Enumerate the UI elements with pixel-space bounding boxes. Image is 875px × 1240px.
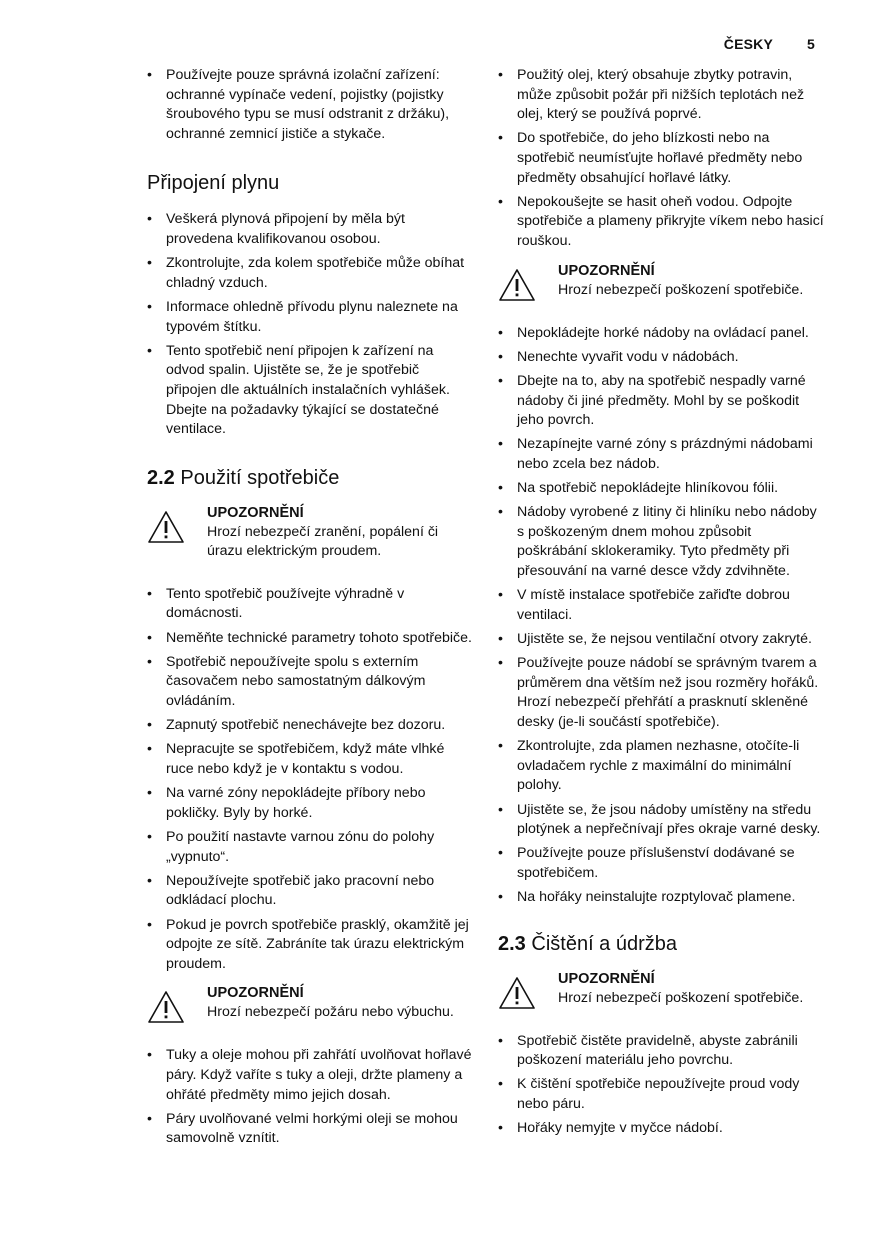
list-item: • Spotřebič nepoužívejte spolu s externím časovačem nebo samostatným dálkovým ovládáním. xyxy=(147,653,472,712)
right-column xyxy=(498,66,825,1143)
section-number: 2.2 xyxy=(147,466,175,489)
intro-list xyxy=(147,66,472,144)
page-header xyxy=(724,36,815,52)
list-item: • Informace ohledně přívodu plynu naleznete na typovém štítku. xyxy=(147,298,472,337)
list-item: • Na varné zóny nepokládejte příbory nebo pokličky. Byly by horké. xyxy=(147,784,472,823)
gas-list xyxy=(147,210,472,439)
list-item: • Použitý olej, který obsahuje zbytky potravin, může způsobit požár při nižších teplotách než olej, který se používá poprvé. xyxy=(498,66,825,125)
warning-title: UPOZORNĚNÍ xyxy=(558,970,655,987)
list-item: • Používejte pouze nádobí se správným tvarem a průměrem dna větším než jsou rozměry hořáků. Hrozí nebezpečí přehřátí a prasknutí skleněné desky (je-li součástí spotřebiče). xyxy=(498,654,825,732)
warning-text: Hrozí nebezpečí požáru nebo výbuchu. xyxy=(207,1004,454,1021)
section-title: Použití spotřebiče xyxy=(180,466,340,489)
list-item: • Veškerá plynová připojení by měla být provedena kvalifikovanou osobou. xyxy=(147,210,472,249)
list-item: • Na hořáky neinstalujte rozptylovač plamene. xyxy=(498,888,825,908)
use-list xyxy=(147,585,472,974)
warning-triangle-icon xyxy=(147,510,185,544)
warning-box xyxy=(147,984,472,1024)
language-label: ČESKY xyxy=(723,36,773,52)
list-item: • Páry uvolňované velmi horkými oleji se mohou samovolně vznítit. xyxy=(147,1110,472,1149)
list-item: • Tento spotřebič používejte výhradně v domácnosti. xyxy=(147,585,472,624)
list-item: • Zkontrolujte, zda plamen nezhasne, otočíte-li ovladačem rychle z maximální do minimální polohy. xyxy=(498,737,825,796)
list-item: • Nepracujte se spotřebičem, když máte vlhké ruce nebo když je v kontaktu s vodou. xyxy=(147,740,472,779)
list-item: • Používejte pouze správná izolační zařízení: ochranné vypínače vedení, pojistky (pojistky šroubového typu se musí odstranit z držáku), ochranné zemnicí jističe a stykače. xyxy=(147,66,472,144)
warning-title: UPOZORNĚNÍ xyxy=(207,985,304,1002)
list-item: • Nádoby vyrobené z litiny či hliníku nebo nádoby s poškozeným dnem mohou způsobit poškrábání sklokeramiky. Tyto předměty při přesouvání na varné desce vždy zdvihněte. xyxy=(498,503,825,581)
list-item: • K čištění spotřebiče nepoužívejte proud vody nebo páru. xyxy=(498,1075,825,1114)
list-item: • Po použití nastavte varnou zónu do polohy „vypnuto“. xyxy=(147,828,472,867)
list-item: • Používejte pouze příslušenství dodávané se spotřebičem. xyxy=(498,844,825,883)
warning-title: UPOZORNĚNÍ xyxy=(558,262,655,279)
list-item: • Hořáky nemyjte v myčce nádobí. xyxy=(498,1119,825,1139)
fire-list xyxy=(147,1046,472,1149)
left-column xyxy=(147,66,472,1153)
warning-box xyxy=(147,504,472,562)
warning-text: Hrozí nebezpečí poškození spotřebiče. xyxy=(558,989,804,1006)
warning-box xyxy=(498,262,825,302)
list-item: • Ujistěte se, že nejsou ventilační otvory zakryté. xyxy=(498,630,825,650)
list-item: • Nezapínejte varné zóny s prázdnými nádobami nebo zcela bez nádob. xyxy=(498,435,825,474)
list-item: • Pokud je povrch spotřebiče prasklý, okamžitě jej odpojte ze sítě. Zabráníte tak úrazu elektrickým proudem. xyxy=(147,916,472,975)
list-item: • Spotřebič čistěte pravidelně, abyste zabránili poškození materiálu jeho povrchu. xyxy=(498,1032,825,1071)
clean-list xyxy=(498,1032,825,1139)
list-item: • Tuky a oleje mohou při zahřátí uvolňovat hořlavé páry. Když vaříte s tuky a oleji, držte plameny a ohřáté předměty mimo jejich dosah. xyxy=(147,1046,472,1105)
list-item: • Neměňte technické parametry tohoto spotřebiče. xyxy=(147,629,472,649)
warning-text: Hrozí nebezpečí zranění, popálení či úrazu elektrickým proudem. xyxy=(207,523,439,560)
list-item: • Nepokládejte horké nádoby na ovládací panel. xyxy=(498,324,825,344)
section-title: Čištění a údržba xyxy=(531,932,678,955)
section-heading-2-2 xyxy=(147,466,472,490)
warning-triangle-icon xyxy=(498,976,536,1010)
section-number: 2.3 xyxy=(498,932,526,955)
list-item: • Dbejte na to, aby na spotřebič nespadly varné nádoby či jiné předměty. Mohl by se poškodit jeho povrch. xyxy=(498,372,825,431)
list-item: • Nepokoušejte se hasit oheň vodou. Odpojte spotřebiče a plameny přikryjte víkem nebo hasicí rouškou. xyxy=(498,193,825,252)
list-item: • Nenechte vyvařit vodu v nádobách. xyxy=(498,348,825,368)
warning-text: Hrozí nebezpečí poškození spotřebiče. xyxy=(558,281,804,298)
list-item: • Ujistěte se, že jsou nádoby umístěny na středu plotýnek a nepřečnívají přes okraje varné desky. xyxy=(498,801,825,840)
list-item: • Zkontrolujte, zda kolem spotřebiče může obíhat chladný vzduch. xyxy=(147,254,472,293)
page-number: 5 xyxy=(807,36,815,52)
list-item: • Zapnutý spotřebič nenechávejte bez dozoru. xyxy=(147,716,472,736)
damage-list xyxy=(498,324,825,908)
fire-list-continued xyxy=(498,66,825,252)
list-item: • Nepoužívejte spotřebič jako pracovní nebo odkládací plochu. xyxy=(147,872,472,911)
gas-heading: Připojení plynu xyxy=(147,172,280,195)
list-item: • Do spotřebiče, do jeho blízkosti nebo na spotřebič neumísťujte hořlavé předměty nebo předměty obsahující hořlavé látky. xyxy=(498,129,825,188)
list-item: • V místě instalace spotřebiče zařiďte dobrou ventilaci. xyxy=(498,586,825,625)
warning-triangle-icon xyxy=(498,268,536,302)
warning-triangle-icon xyxy=(147,990,185,1024)
list-item: • Tento spotřebič není připojen k zařízení na odvod spalin. Ujistěte se, že je spotřebič připojen dle aktuálních instalačních vyhlášek. Dbejte na požadavky týkající se dostatečné ventilace. xyxy=(147,342,472,440)
section-heading-2-3 xyxy=(498,932,825,956)
warning-title: UPOZORNĚNÍ xyxy=(207,504,304,521)
list-item: • Na spotřebič nepokládejte hliníkovou fólii. xyxy=(498,479,825,499)
warning-box xyxy=(498,970,825,1010)
